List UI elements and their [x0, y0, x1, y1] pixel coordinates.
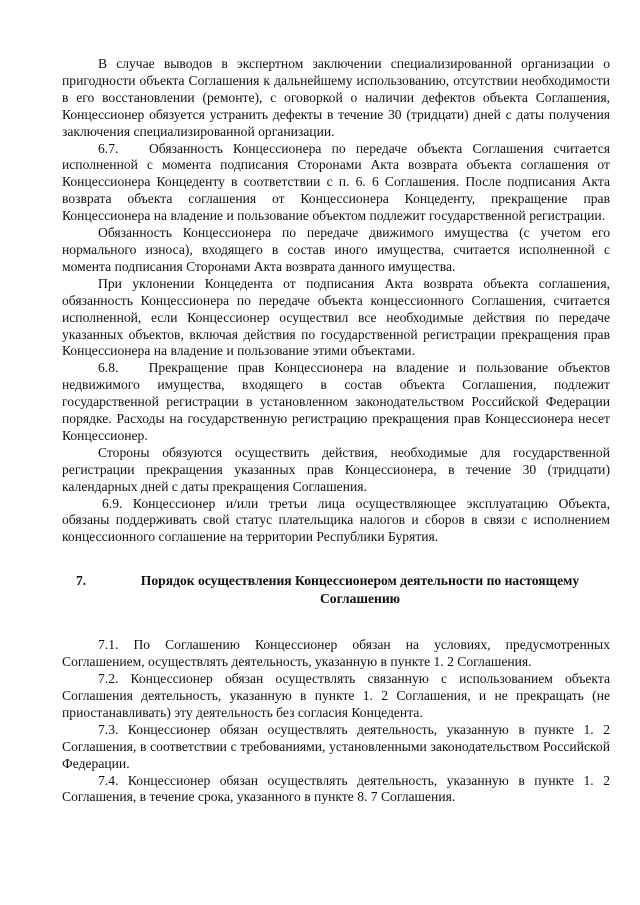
paragraph-6-8: 6.8. Прекращение прав Концессионера на владение и пользование объектов недвижимого имущества, входящего в состав объекта Соглашения, подлежит государственной регистрации в установленном законодательством Российской Федерации порядке. Расходы на государственную регистрацию прекращения прав Концессионера несет Концессионер.: [62, 360, 610, 443]
section-number: 7.: [76, 573, 87, 589]
document-body: [62, 56, 610, 806]
section-7-heading: [62, 572, 610, 607]
paragraph-movable-property: Обязанность Концессионера по передаче движимого имущества (с учетом его нормального износа), входящего в состав иного имущества, считается исполненной с момента подписания Сторонами Акта возврата данного имущества.: [62, 225, 610, 274]
paragraph-7-3: 7.3. Концессионер обязан осуществлять деятельность, указанную в пункте 1. 2 Соглашения, в соответствии с требованиями, установленными законодательством Российской Федерации.: [62, 721, 610, 771]
paragraph-6-9: 6.9. Концессионер и/или третьи лица осуществляющее эксплуатацию Объекта, обязаны поддерживать свой статус плательщика налогов и сборов в связи с исполнением концессионного соглашение на территории Республики Бурятия.: [62, 495, 610, 545]
paragraph-parties-obligation: Стороны обязуются осуществить действия, необходимые для государственной регистрации прекращения указанных прав Концессионера, в течение 30 (тридцати) календарных дней с даты прекращения Соглашения.: [62, 444, 610, 494]
paragraph-expert-conclusion: В случае выводов в экспертном заключении специализированной организации о пригодности объекта Соглашения к дальнейшему использованию, отсутствии необходимости в его восстановлении (ремонте), с оговоркой о наличии дефектов объекта Соглашения, Концессионер обязуется устранить дефекты в течение 30 (тридцати) дней с даты получения заключения специализированной организации.: [62, 56, 610, 139]
paragraph-6-7: 6.7. Обязанность Концессионера по передаче объекта Соглашения считается исполненной с момента подписания Сторонами Акта возврата объекта соглашения от Концессионера Концеденту в соответствии с п. 6. 6 Соглашения. После подписания Акта возврата объекта соглашения от Концессионера Концеденту, прекращение прав Концессионера на владение и пользование объектом подлежит государственной регистрации.: [62, 140, 610, 224]
paragraph-grantor-evasion: При уклонении Концедента от подписания Акта возврата объекта соглашения, обязанность Концессионера по передаче объекта концессионного Соглашения, считается исполненной, если Концессионер осуществил все необходимые действия по передаче указанных объектов, включая действия по государственной регистрации прекращения прав Концессионера на владение и пользование этими объектами.: [62, 275, 610, 359]
section-title: Порядок осуществления Концессионером деятельности по настоящему Соглашению: [140, 573, 580, 606]
paragraph-7-2: 7.2. Концессионер обязан осуществлять связанную с использованием объекта Соглашения деятельность, указанную в пункте 1. 2 Соглашения, и не прекращать (не приостанавливать) эту деятельность без согласия Концедента.: [62, 671, 610, 720]
paragraph-7-1: 7.1. По Соглашению Концессионер обязан на условиях, предусмотренных Соглашением, осуществлять деятельность, указанную в пункте 1. 2 Соглашения.: [62, 637, 610, 670]
paragraph-7-4: 7.4. Концессионер обязан осуществлять деятельность, указанную в пункте 1. 2 Соглашения, в течение срока, указанного в пункте 8. 7 Соглашения.: [62, 772, 610, 805]
